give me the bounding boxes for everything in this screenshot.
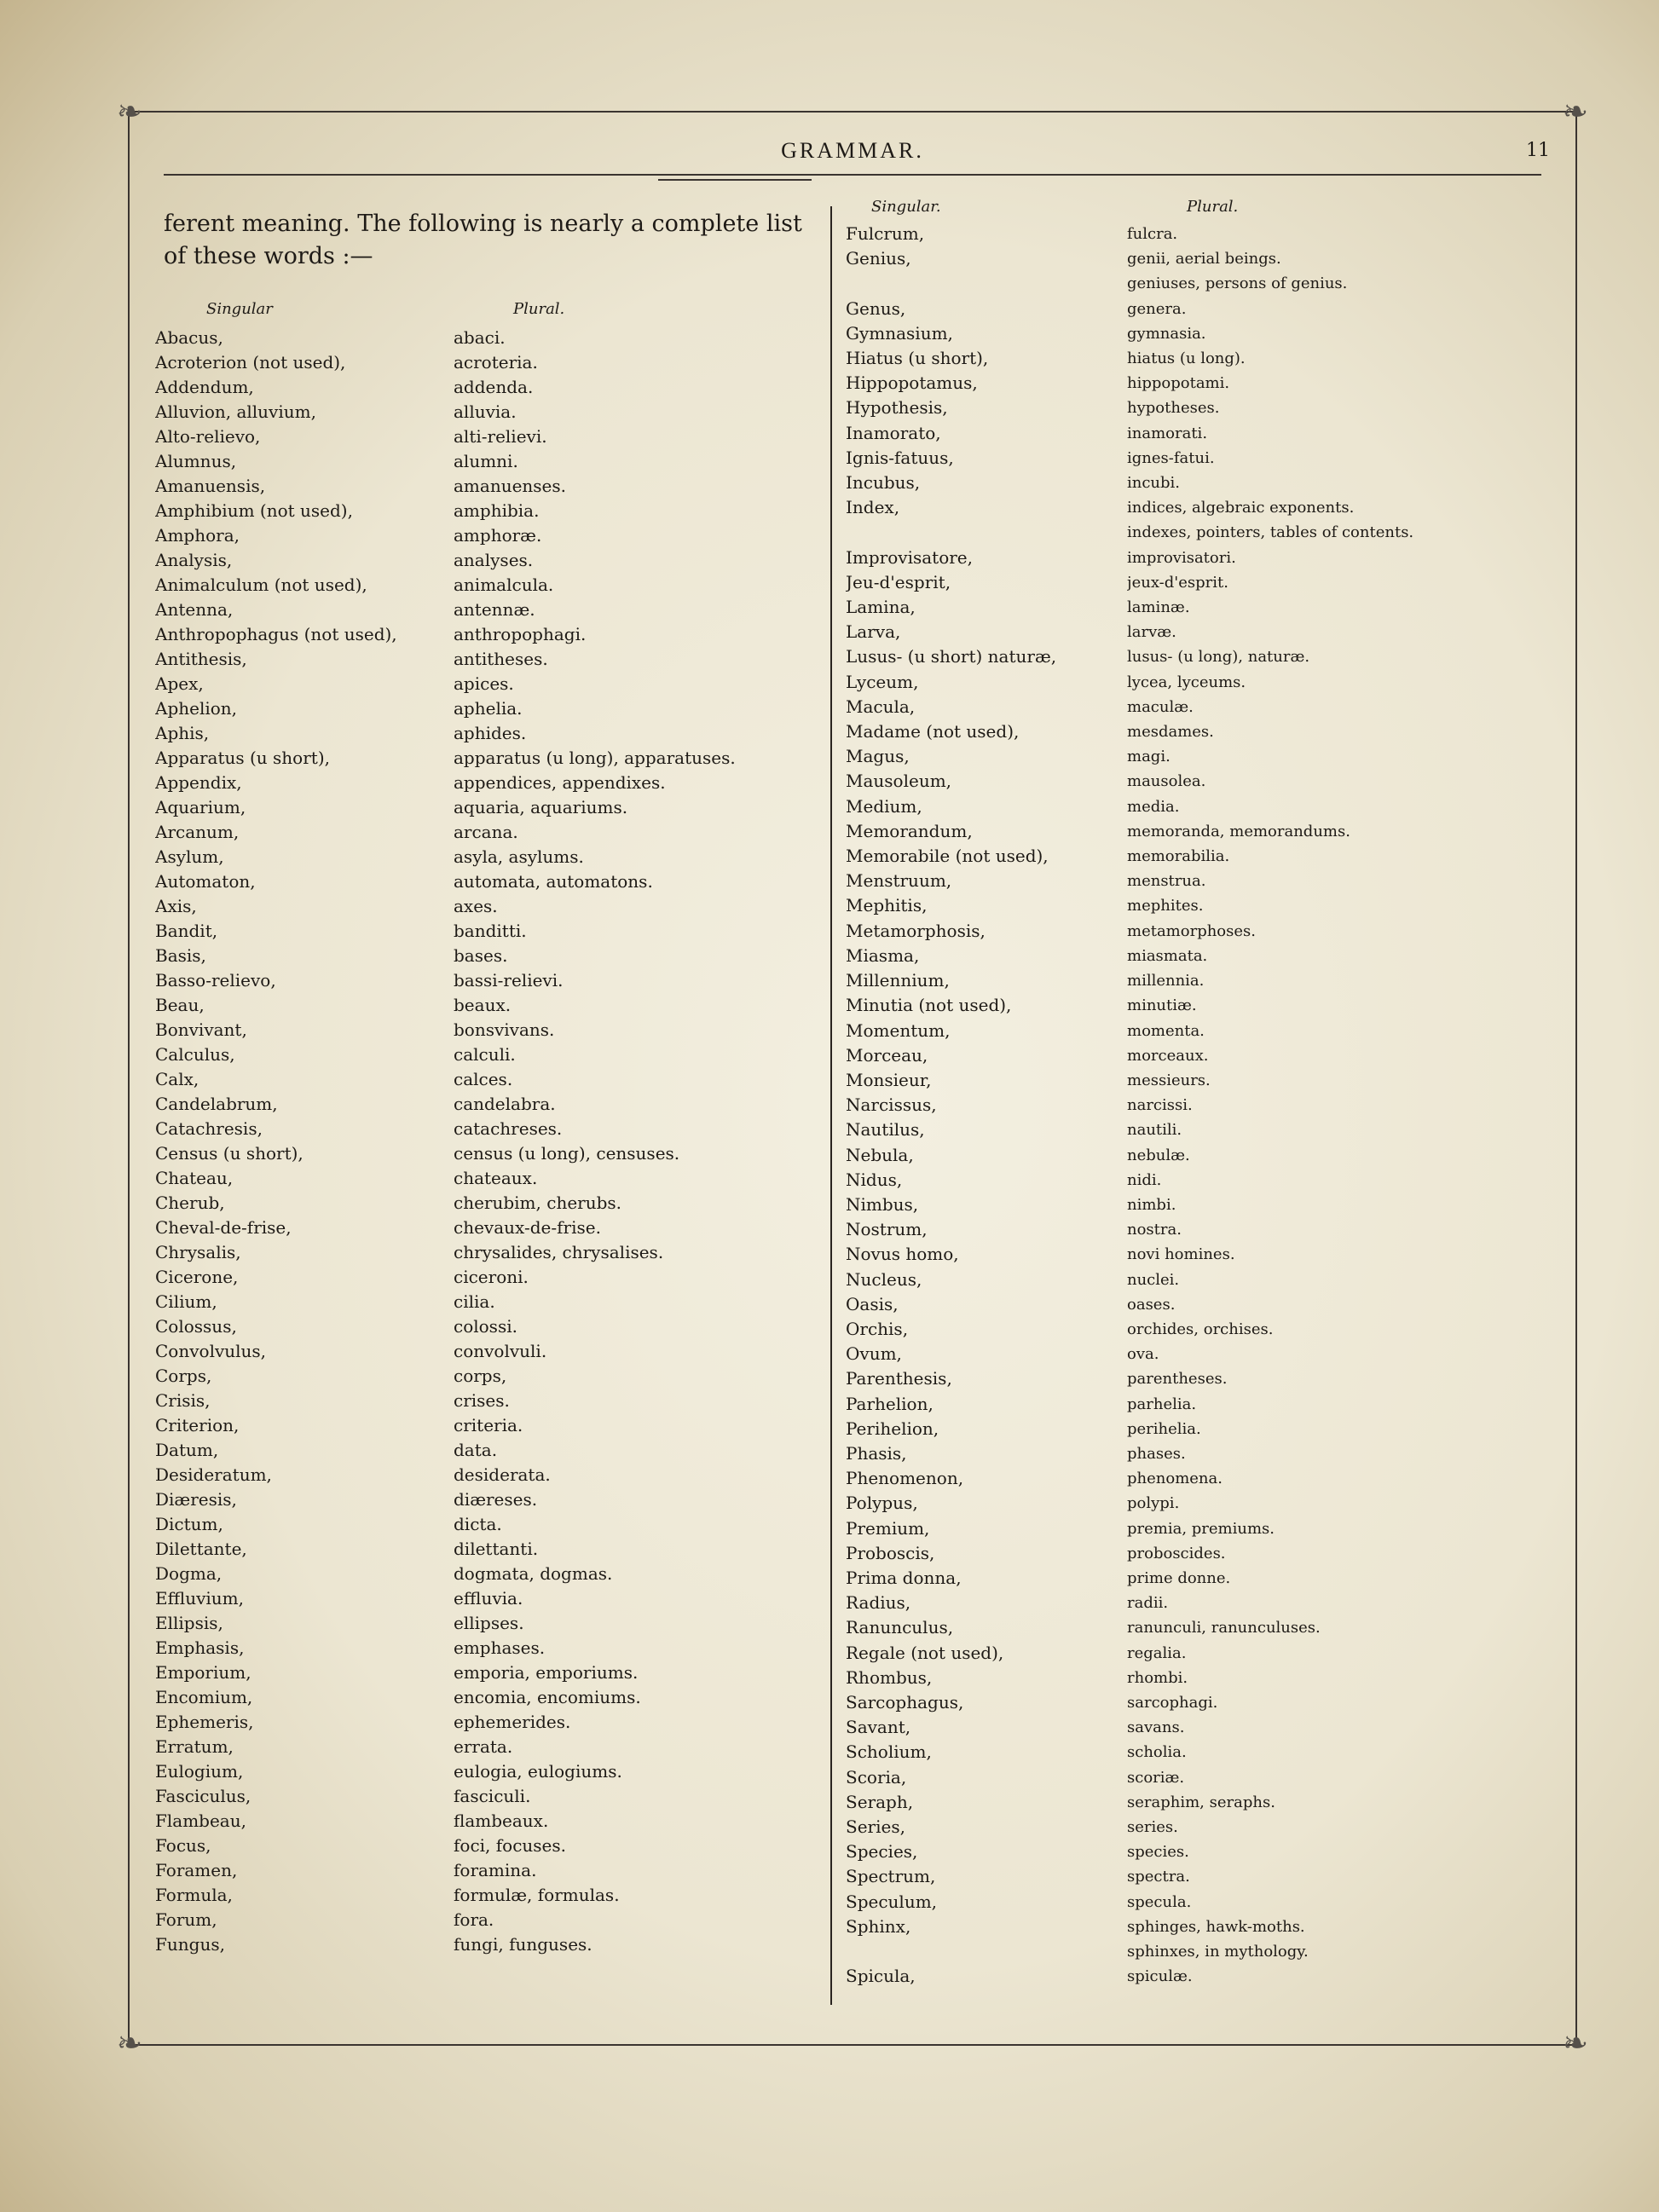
plural-word: banditti. <box>454 921 527 941</box>
plural-word: novi homines. <box>1127 1245 1235 1264</box>
plural-word: fulcra. <box>1127 225 1178 243</box>
plural-word: nimbi. <box>1127 1195 1176 1214</box>
singular-word: Nebula, <box>846 1144 914 1165</box>
singular-word: Scoria, <box>846 1766 907 1788</box>
plural-word: axes. <box>454 896 498 916</box>
singular-word: Gymnasium, <box>846 322 953 344</box>
singular-word: Nucleus, <box>846 1268 922 1290</box>
singular-word: Arcanum, <box>155 822 240 842</box>
singular-word: Prima donna, <box>846 1567 962 1588</box>
plural-word: genera. <box>1127 299 1187 318</box>
singular-word: Index, <box>846 497 900 518</box>
plural-word: memoranda, memorandums. <box>1127 822 1350 840</box>
singular-word: Aphelion, <box>155 698 238 719</box>
plural-word: savans. <box>1127 1718 1185 1737</box>
header-rule-ornament <box>658 179 812 181</box>
plural-word: lusus- (u long), naturæ. <box>1127 648 1310 667</box>
singular-word: Antithesis, <box>155 649 247 669</box>
plural-word: apices. <box>454 673 514 694</box>
plural-word: indexes, pointers, tables of contents. <box>1127 523 1414 542</box>
plural-word: indices, algebraic exponents. <box>1127 499 1355 517</box>
singular-word: Aquarium, <box>155 797 246 817</box>
plural-word: spiculæ. <box>1127 1967 1193 1986</box>
singular-word: Calculus, <box>155 1044 235 1065</box>
singular-word: Beau, <box>155 995 205 1015</box>
singular-word: Ephemeris, <box>155 1712 254 1732</box>
plural-word: nuclei. <box>1127 1270 1180 1289</box>
plural-word: genii, aerial beings. <box>1127 250 1281 269</box>
plural-word: messieurs. <box>1127 1071 1211 1089</box>
plural-word: geniuses, persons of genius. <box>1127 274 1348 293</box>
plural-word: larvæ. <box>1127 623 1176 642</box>
plural-word: narcissi. <box>1127 1096 1193 1115</box>
singular-word: Regale (not used), <box>846 1642 1004 1663</box>
plural-word: fora. <box>454 1909 494 1930</box>
singular-word: Effluvium, <box>155 1588 244 1608</box>
singular-word: Dogma, <box>155 1563 223 1584</box>
singular-word: Memorandum, <box>846 820 973 841</box>
singular-word: Speculum, <box>846 1891 938 1912</box>
singular-word: Proboscis, <box>846 1542 935 1563</box>
plural-word: formulæ, formulas. <box>454 1885 620 1905</box>
plural-word: hippopotami. <box>1127 374 1230 393</box>
singular-word: Macula, <box>846 696 916 717</box>
plural-word: animalcula. <box>454 575 554 595</box>
singular-word: Formula, <box>155 1885 233 1905</box>
singular-word: Metamorphosis, <box>846 920 986 941</box>
plural-word: amanuenses. <box>454 476 567 496</box>
singular-word: Erratum, <box>155 1736 234 1757</box>
singular-word: Scholium, <box>846 1741 932 1763</box>
plural-word: criteria. <box>454 1415 523 1435</box>
plural-word: calces. <box>454 1069 513 1089</box>
singular-word: Spicula, <box>846 1966 916 1987</box>
singular-word: Series, <box>846 1816 905 1837</box>
singular-word: Alto-relievo, <box>155 426 261 447</box>
corner-ornament-icon: ❧ <box>1562 95 1589 130</box>
plural-word: bases. <box>454 945 508 966</box>
singular-word: Nimbus, <box>846 1193 919 1215</box>
singular-word: Bandit, <box>155 921 218 941</box>
plural-word: media. <box>1127 797 1180 816</box>
singular-word: Basso-relievo, <box>155 970 276 990</box>
singular-word: Basis, <box>155 945 206 966</box>
singular-word: Bonvivant, <box>155 1019 247 1040</box>
singular-word: Crisis, <box>155 1390 211 1411</box>
plural-word: arcana. <box>454 822 518 842</box>
plural-word: emphases. <box>454 1637 546 1658</box>
plural-word: ephemerides. <box>454 1712 571 1732</box>
singular-word: Desideratum, <box>155 1464 272 1485</box>
singular-word: Millennium, <box>846 970 950 991</box>
singular-word: Amphora, <box>155 525 240 546</box>
plural-word: analyses. <box>454 550 534 570</box>
plural-word: nostra. <box>1127 1221 1182 1239</box>
singular-word: Phasis, <box>846 1442 907 1464</box>
singular-word: Encomium, <box>155 1687 253 1707</box>
singular-word: Dilettante, <box>155 1539 247 1559</box>
plural-word: lycea, lyceums. <box>1127 673 1246 691</box>
plural-word: automata, automatons. <box>454 871 653 892</box>
singular-word: Sphinx, <box>846 1915 911 1937</box>
plural-word: corps, <box>454 1366 507 1386</box>
plural-word: amphoræ. <box>454 525 542 546</box>
plural-word: ova. <box>1127 1345 1159 1364</box>
singular-word: Parhelion, <box>846 1393 934 1414</box>
plural-word: amphibia. <box>454 500 540 521</box>
plural-word: foramina. <box>454 1860 537 1880</box>
plural-word: alti-relievi. <box>454 426 547 447</box>
plural-word: minutiæ. <box>1127 996 1197 1015</box>
plural-word: radii. <box>1127 1594 1169 1613</box>
plural-word: dogmata, dogmas. <box>454 1563 613 1584</box>
plural-word: proboscides. <box>1127 1544 1226 1562</box>
singular-word: Lusus- (u short) naturæ, <box>846 646 1057 667</box>
plural-word: magi. <box>1127 748 1171 766</box>
page-number: 11 <box>1526 140 1550 161</box>
left-singular-list <box>155 326 479 1957</box>
plural-word: maculæ. <box>1127 697 1194 716</box>
plural-word: miasmata. <box>1127 946 1208 965</box>
singular-word: Memorabile (not used), <box>846 846 1049 867</box>
plural-word: oases. <box>1127 1295 1176 1314</box>
plural-word: spectra. <box>1127 1868 1190 1886</box>
singular-word: Improvisatore, <box>846 546 973 568</box>
plural-word: specula. <box>1127 1892 1192 1911</box>
right-plural-list <box>1127 222 1570 1989</box>
singular-word: Automaton, <box>155 871 256 892</box>
singular-word: Amanuensis, <box>155 476 266 496</box>
right-singular-header: Singular. <box>871 198 941 216</box>
left-plural-list <box>454 326 829 1957</box>
plural-word: nidi. <box>1127 1170 1162 1189</box>
singular-word: Sarcophagus, <box>846 1691 964 1712</box>
singular-word: Premium, <box>846 1517 930 1539</box>
plural-word: jeux-d'esprit. <box>1127 573 1228 592</box>
plural-word: fungi, funguses. <box>454 1934 592 1955</box>
plural-word: sphinges, hawk-moths. <box>1127 1917 1305 1936</box>
singular-word: Fulcrum, <box>846 223 925 244</box>
plural-word: colossi. <box>454 1316 517 1337</box>
plural-word: desiderata. <box>454 1464 551 1485</box>
plural-word: eulogia, eulogiums. <box>454 1761 622 1782</box>
plural-word: fasciculi. <box>454 1786 531 1806</box>
singular-word <box>846 271 1161 296</box>
singular-word: Rhombus, <box>846 1666 933 1688</box>
singular-word: Appendix, <box>155 772 242 793</box>
left-plural-header: Plural. <box>513 300 565 318</box>
singular-word <box>846 1939 1161 1964</box>
plural-word: dicta. <box>454 1514 502 1534</box>
singular-word: Fasciculus, <box>155 1786 251 1806</box>
plural-word: scoriæ. <box>1127 1768 1185 1787</box>
plural-word: hypotheses. <box>1127 399 1220 418</box>
plural-word: calculi. <box>454 1044 516 1065</box>
plural-word: sarcophagi. <box>1127 1693 1218 1712</box>
plural-word: ellipses. <box>454 1613 524 1633</box>
right-plural-header: Plural. <box>1187 198 1239 216</box>
singular-word: Catachresis, <box>155 1118 263 1139</box>
singular-word: Chrysalis, <box>155 1242 241 1262</box>
singular-word: Species, <box>846 1841 918 1863</box>
singular-word: Savant, <box>846 1717 911 1738</box>
plural-word: cherubim, cherubs. <box>454 1193 622 1213</box>
singular-word: Inamorato, <box>846 422 941 443</box>
singular-word: Miasma, <box>846 944 920 966</box>
singular-word: Menstruum, <box>846 870 952 892</box>
plural-word: inamorati. <box>1127 424 1208 442</box>
singular-word: Asylum, <box>155 846 224 867</box>
plural-word: abaci. <box>454 327 506 348</box>
singular-word: Dictum, <box>155 1514 223 1534</box>
plural-word: regalia. <box>1127 1643 1187 1662</box>
singular-word: Abacus, <box>155 327 223 348</box>
singular-word: Nidus, <box>846 1169 903 1190</box>
singular-word: Cheval-de-frise, <box>155 1217 292 1238</box>
singular-word: Flambeau, <box>155 1811 246 1831</box>
plural-word: scholia. <box>1127 1743 1187 1762</box>
plural-word: rhombi. <box>1127 1668 1188 1687</box>
singular-word: Ranunculus, <box>846 1617 954 1638</box>
plural-word: metamorphoses. <box>1127 921 1256 940</box>
singular-word: Focus, <box>155 1835 211 1856</box>
singular-word: Criterion, <box>155 1415 240 1435</box>
plural-word: parhelia. <box>1127 1395 1197 1413</box>
page-title: GRAMMAR. <box>781 138 924 163</box>
plural-word: premia, premiums. <box>1127 1519 1275 1538</box>
singular-word: Larva, <box>846 621 901 643</box>
singular-word: Magus, <box>846 746 910 767</box>
singular-word: Monsieur, <box>846 1069 932 1090</box>
singular-word: Cilium, <box>155 1291 217 1312</box>
singular-word: Chateau, <box>155 1168 234 1188</box>
singular-word: Lyceum, <box>846 671 919 692</box>
plural-word: foci, focuses. <box>454 1835 567 1856</box>
singular-word: Addendum, <box>155 377 254 397</box>
plural-word: anthropophagi. <box>454 624 587 644</box>
singular-word: Incubus, <box>846 472 921 494</box>
plural-word: convolvuli. <box>454 1341 547 1361</box>
singular-word: Eulogium, <box>155 1761 244 1782</box>
column-divider <box>830 206 832 2005</box>
plural-word: census (u long), censuses. <box>454 1143 680 1164</box>
singular-word: Lamina, <box>846 597 916 618</box>
plural-word: apparatus (u long), apparatuses. <box>454 748 736 768</box>
singular-word: Phenomenon, <box>846 1468 964 1489</box>
singular-word: Census (u short), <box>155 1143 303 1164</box>
singular-word: Corps, <box>155 1366 212 1386</box>
singular-word: Nautilus, <box>846 1119 925 1141</box>
plural-word: addenda. <box>454 377 534 397</box>
singular-word: Acroterion (not used), <box>155 352 346 373</box>
singular-word <box>846 520 1161 545</box>
singular-word: Datum, <box>155 1440 219 1460</box>
plural-word: menstrua. <box>1127 872 1206 891</box>
singular-word: Nostrum, <box>846 1219 928 1240</box>
singular-word: Antenna, <box>155 599 234 620</box>
plural-word: bassi-relievi. <box>454 970 564 990</box>
plural-word: millennia. <box>1127 972 1205 990</box>
plural-word: mephites. <box>1127 897 1204 915</box>
singular-word: Animalculum (not used), <box>155 575 367 595</box>
plural-word: polypi. <box>1127 1494 1180 1513</box>
plural-word: aphelia. <box>454 698 523 719</box>
plural-word: improvisatori. <box>1127 548 1236 567</box>
right-singular-list <box>846 222 1161 1989</box>
plural-word: cilia. <box>454 1291 495 1312</box>
plural-word: prime donne. <box>1127 1568 1231 1587</box>
singular-word: Narcissus, <box>846 1094 937 1116</box>
plural-word: diæreses. <box>454 1489 538 1510</box>
plural-word: aquaria, aquariums. <box>454 797 628 817</box>
singular-word: Axis, <box>155 896 197 916</box>
plural-word: flambeaux. <box>454 1811 549 1831</box>
left-singular-header: Singular <box>206 300 273 318</box>
singular-word: Alumnus, <box>155 451 237 471</box>
plural-word: crises. <box>454 1390 510 1411</box>
singular-word: Amphibium (not used), <box>155 500 353 521</box>
singular-word: Novus homo, <box>846 1244 959 1265</box>
plural-word: perihelia. <box>1127 1419 1201 1438</box>
singular-word: Analysis, <box>155 550 233 570</box>
corner-ornament-icon: ❧ <box>116 2026 143 2061</box>
plural-word: species. <box>1127 1843 1189 1862</box>
singular-word: Cherub, <box>155 1193 225 1213</box>
singular-word: Candelabrum, <box>155 1094 278 1114</box>
plural-word: phenomena. <box>1127 1470 1223 1488</box>
singular-word: Parenthesis, <box>846 1368 952 1389</box>
plural-word: nebulæ. <box>1127 1146 1190 1164</box>
plural-word: encomia, encomiums. <box>454 1687 641 1707</box>
plural-word: dilettanti. <box>454 1539 539 1559</box>
singular-word: Apparatus (u short), <box>155 748 330 768</box>
plural-word: errata. <box>454 1736 513 1757</box>
singular-word: Fungus, <box>155 1934 225 1955</box>
singular-word: Convolvulus, <box>155 1341 267 1361</box>
plural-word: asyla, asylums. <box>454 846 584 867</box>
singular-word: Anthropophagus (not used), <box>155 624 397 644</box>
intro-text: ferent meaning. The following is nearly a complete list of these words :— <box>164 211 802 269</box>
plural-word: seraphim, seraphs. <box>1127 1793 1275 1811</box>
singular-word: Emporium, <box>155 1662 251 1683</box>
singular-word: Calx, <box>155 1069 199 1089</box>
singular-word: Perihelion, <box>846 1418 939 1439</box>
singular-word: Morceau, <box>846 1044 928 1066</box>
singular-word: Genius, <box>846 248 911 269</box>
plural-word: mesdames. <box>1127 723 1214 742</box>
singular-word: Polypus, <box>846 1493 918 1514</box>
singular-word: Foramen, <box>155 1860 238 1880</box>
plural-word: chateaux. <box>454 1168 538 1188</box>
plural-word: hiatus (u long). <box>1127 349 1246 368</box>
plural-word: candelabra. <box>454 1094 556 1114</box>
singular-word: Mephitis, <box>846 895 928 916</box>
plural-word: emporia, emporiums. <box>454 1662 639 1683</box>
corner-ornament-icon: ❧ <box>1562 2026 1589 2061</box>
plural-word: morceaux. <box>1127 1046 1209 1065</box>
singular-word: Oasis, <box>846 1293 899 1314</box>
plural-word: beaux. <box>454 995 512 1015</box>
plural-word: acroteria. <box>454 352 538 373</box>
plural-word: orchides, orchises. <box>1127 1320 1274 1338</box>
plural-word: parentheses. <box>1127 1370 1228 1389</box>
page-frame <box>116 95 1589 2061</box>
singular-word: Jeu-d'esprit, <box>846 571 951 592</box>
plural-word: ignes-fatui. <box>1127 448 1215 467</box>
singular-word: Hippopotamus, <box>846 373 978 394</box>
singular-word: Alluvion, alluvium, <box>155 401 316 422</box>
singular-word: Aphis, <box>155 723 210 743</box>
plural-word: momenta. <box>1127 1021 1205 1040</box>
singular-word: Mausoleum, <box>846 771 952 792</box>
corner-ornament-icon: ❧ <box>116 95 143 130</box>
plural-word: antennæ. <box>454 599 535 620</box>
plural-word: antitheses. <box>454 649 548 669</box>
plural-word: sphinxes, in mythology. <box>1127 1943 1309 1961</box>
singular-word: Cicerone, <box>155 1267 239 1287</box>
plural-word: alumni. <box>454 451 518 471</box>
singular-word: Colossus, <box>155 1316 237 1337</box>
plural-word: bonsvivans. <box>454 1019 555 1040</box>
plural-word: laminæ. <box>1127 598 1190 617</box>
plural-word: phases. <box>1127 1444 1186 1463</box>
singular-word: Seraph, <box>846 1791 914 1812</box>
singular-word: Ellipsis, <box>155 1613 223 1633</box>
plural-word: effluvia. <box>454 1588 523 1608</box>
singular-word: Forum, <box>155 1909 217 1930</box>
singular-word: Ignis-fatuus, <box>846 447 954 468</box>
plural-word: catachreses. <box>454 1118 563 1139</box>
singular-word: Emphasis, <box>155 1637 245 1658</box>
header-rule <box>164 174 1541 176</box>
plural-word: chrysalides, chrysalises. <box>454 1242 664 1262</box>
plural-word: ciceroni. <box>454 1267 529 1287</box>
singular-word: Minutia (not used), <box>846 995 1012 1016</box>
singular-word: Momentum, <box>846 1019 951 1041</box>
singular-word: Hiatus (u short), <box>846 348 989 369</box>
plural-word: series. <box>1127 1818 1178 1836</box>
plural-word: mausolea. <box>1127 772 1206 791</box>
singular-word: Radius, <box>846 1592 911 1614</box>
singular-word: Spectrum, <box>846 1866 936 1887</box>
singular-word: Apex, <box>155 673 204 694</box>
plural-word: aphides. <box>454 723 527 743</box>
plural-word: data. <box>454 1440 498 1460</box>
plural-word: memorabilia. <box>1127 847 1230 866</box>
plural-word: chevaux-de-frise. <box>454 1217 601 1238</box>
singular-word: Diæresis, <box>155 1489 237 1510</box>
singular-word: Genus, <box>846 297 906 319</box>
singular-word: Madame (not used), <box>846 721 1020 742</box>
plural-word: ranunculi, ranunculuses. <box>1127 1619 1321 1637</box>
singular-word: Hypothesis, <box>846 397 948 419</box>
singular-word: Ovum, <box>846 1343 902 1365</box>
singular-word: Orchis, <box>846 1318 909 1339</box>
singular-word: Medium, <box>846 795 922 817</box>
plural-word: incubi. <box>1127 474 1181 493</box>
plural-word: gymnasia. <box>1127 324 1206 343</box>
plural-word: alluvia. <box>454 401 517 422</box>
plural-word: nautili. <box>1127 1121 1182 1140</box>
plural-word: appendices, appendixes. <box>454 772 666 793</box>
